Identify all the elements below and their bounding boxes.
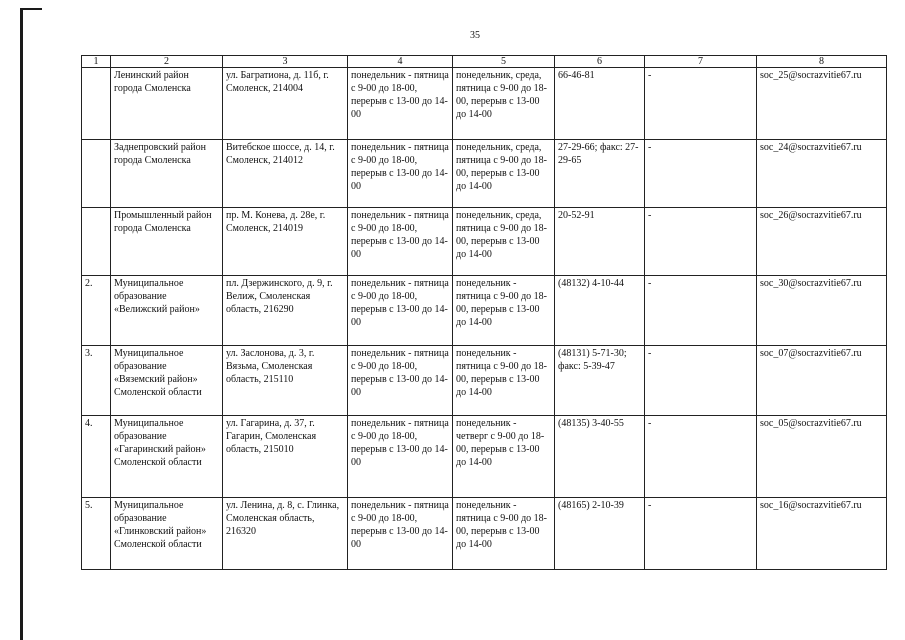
column-number-row — [82, 56, 887, 68]
column-header: 1 — [82, 56, 111, 68]
district-name: Муниципальное образование «Гагаринский район» Смоленской области — [111, 416, 223, 498]
working-hours-cell: понедельник - пятница с 9-00 до 18-00, перерыв с 13-00 до 14-00 — [348, 208, 453, 276]
column7-cell: - — [645, 498, 757, 570]
email-cell: soc_05@socrazvitie67.ru — [757, 416, 887, 498]
page-number: 35 — [470, 30, 480, 41]
working-hours-cell: понедельник - пятница с 9-00 до 18-00, перерыв с 13-00 до 14-00 — [348, 276, 453, 346]
column7-cell: - — [645, 416, 757, 498]
phone-cell: (48131) 5-71-30; факс: 5-39-47 — [555, 346, 645, 416]
table-row — [82, 346, 887, 416]
address-cell: пл. Дзержинского, д. 9, г. Велиж, Смоленская область, 216290 — [223, 276, 348, 346]
phone-cell: 27-29-66; факс: 27-29-65 — [555, 140, 645, 208]
district-name: Промышленный район города Смоленска — [111, 208, 223, 276]
address-cell: ул. Ленина, д. 8, с. Глинка, Смоленская область, 216320 — [223, 498, 348, 570]
row-number — [82, 208, 111, 276]
working-hours-cell: понедельник - пятница с 9-00 до 18-00, перерыв с 13-00 до 14-00 — [348, 346, 453, 416]
district-name: Муниципальное образование «Велижский район» — [111, 276, 223, 346]
address-cell: пр. М. Конева, д. 28е, г. Смоленск, 214019 — [223, 208, 348, 276]
district-name: Заднепровский район города Смоленска — [111, 140, 223, 208]
scan-corner-mark — [20, 8, 42, 10]
phone-cell: 66-46-81 — [555, 68, 645, 140]
table-row — [82, 68, 887, 140]
reception-hours-cell: понедельник - четверг с 9-00 до 18-00, перерыв с 13-00 до 14-00 — [453, 416, 555, 498]
column7-cell: - — [645, 68, 757, 140]
column-header: 5 — [453, 56, 555, 68]
row-number: 5. — [82, 498, 111, 570]
table-row — [82, 498, 887, 570]
column-header: 7 — [645, 56, 757, 68]
phone-cell: 20-52-91 — [555, 208, 645, 276]
column-header: 4 — [348, 56, 453, 68]
address-cell: ул. Гагарина, д. 37, г. Гагарин, Смоленская область, 215010 — [223, 416, 348, 498]
address-cell: ул. Заслонова, д. 3, г. Вязьма, Смоленская область, 215110 — [223, 346, 348, 416]
scan-edge-line — [20, 8, 23, 640]
reception-hours-cell: понедельник, среда, пятница с 9-00 до 18-00, перерыв с 13-00 до 14-00 — [453, 208, 555, 276]
reception-hours-cell: понедельник - пятница с 9-00 до 18-00, перерыв с 13-00 до 14-00 — [453, 346, 555, 416]
phone-cell: (48165) 2-10-39 — [555, 498, 645, 570]
column-header: 3 — [223, 56, 348, 68]
row-number: 3. — [82, 346, 111, 416]
district-name: Ленинский район города Смоленска — [111, 68, 223, 140]
working-hours-cell: понедельник - пятница с 9-00 до 18-00, перерыв с 13-00 до 14-00 — [348, 68, 453, 140]
address-cell: Витебское шоссе, д. 14, г. Смоленск, 214012 — [223, 140, 348, 208]
working-hours-cell: понедельник - пятница с 9-00 до 18-00, перерыв с 13-00 до 14-00 — [348, 498, 453, 570]
column7-cell: - — [645, 208, 757, 276]
institutions-table — [81, 55, 887, 570]
row-number — [82, 68, 111, 140]
row-number: 4. — [82, 416, 111, 498]
email-cell: soc_25@socrazvitie67.ru — [757, 68, 887, 140]
email-cell: soc_24@socrazvitie67.ru — [757, 140, 887, 208]
reception-hours-cell: понедельник, среда, пятница с 9-00 до 18-00, перерыв с 13-00 до 14-00 — [453, 68, 555, 140]
column7-cell: - — [645, 140, 757, 208]
district-name: Муниципальное образование «Вяземский район» Смоленской области — [111, 346, 223, 416]
working-hours-cell: понедельник - пятница с 9-00 до 18-00, перерыв с 13-00 до 14-00 — [348, 140, 453, 208]
phone-cell: (48132) 4-10-44 — [555, 276, 645, 346]
reception-hours-cell: понедельник, среда, пятница с 9-00 до 18-00, перерыв с 13-00 до 14-00 — [453, 140, 555, 208]
reception-hours-cell: понедельник - пятница с 9-00 до 18-00, перерыв с 13-00 до 14-00 — [453, 276, 555, 346]
column-header: 6 — [555, 56, 645, 68]
table-row — [82, 208, 887, 276]
table-row — [82, 276, 887, 346]
reception-hours-cell: понедельник - пятница с 9-00 до 18-00, перерыв с 13-00 до 14-00 — [453, 498, 555, 570]
table-row — [82, 416, 887, 498]
email-cell: soc_16@socrazvitie67.ru — [757, 498, 887, 570]
column-header: 2 — [111, 56, 223, 68]
address-cell: ул. Багратиона, д. 11б, г. Смоленск, 214004 — [223, 68, 348, 140]
row-number — [82, 140, 111, 208]
column7-cell: - — [645, 346, 757, 416]
district-name: Муниципальное образование «Глинковский район» Смоленской области — [111, 498, 223, 570]
email-cell: soc_26@socrazvitie67.ru — [757, 208, 887, 276]
column7-cell: - — [645, 276, 757, 346]
table-row — [82, 140, 887, 208]
column-header: 8 — [757, 56, 887, 68]
email-cell: soc_30@socrazvitie67.ru — [757, 276, 887, 346]
row-number: 2. — [82, 276, 111, 346]
working-hours-cell: понедельник - пятница с 9-00 до 18-00, перерыв с 13-00 до 14-00 — [348, 416, 453, 498]
phone-cell: (48135) 3-40-55 — [555, 416, 645, 498]
email-cell: soc_07@socrazvitie67.ru — [757, 346, 887, 416]
